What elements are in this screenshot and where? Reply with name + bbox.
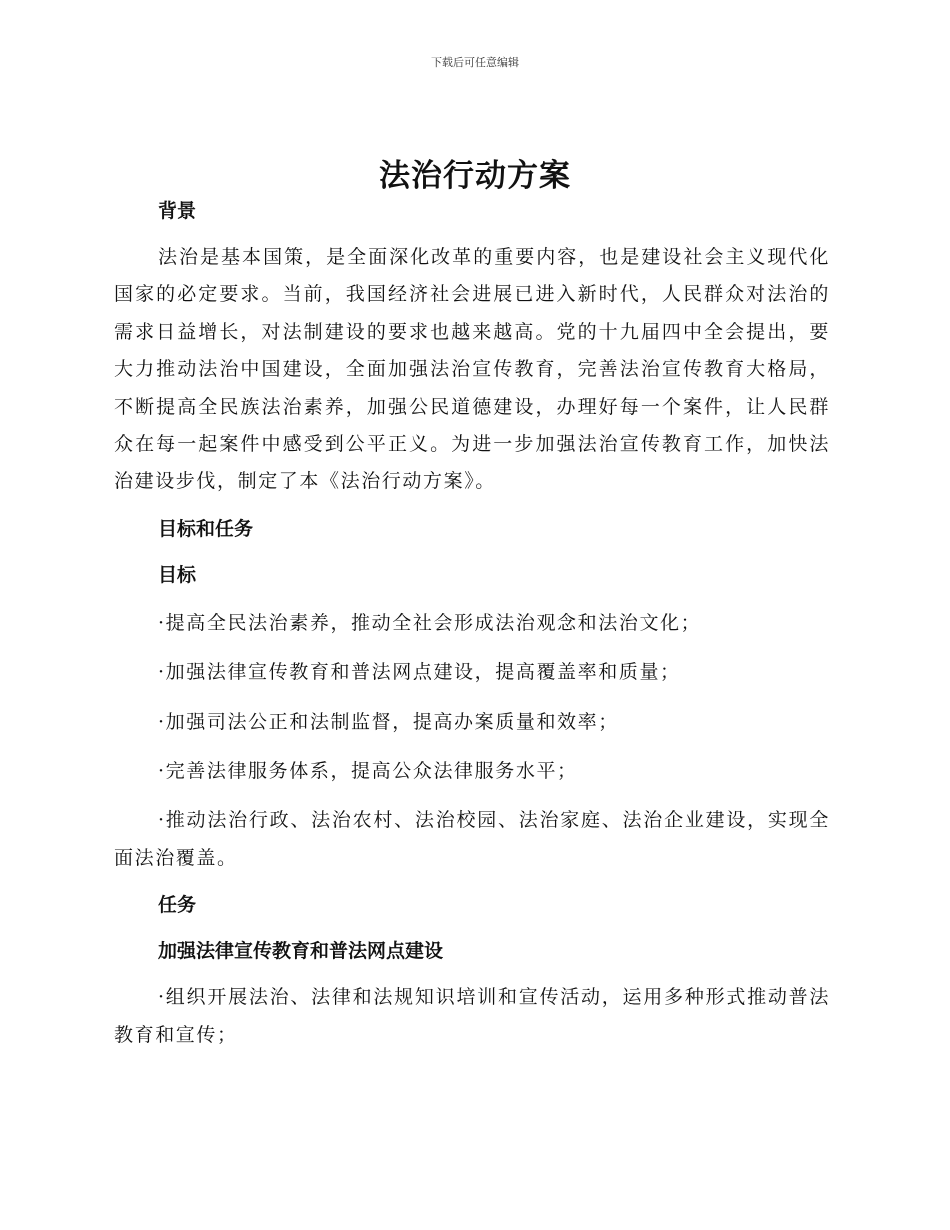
section-heading-goals-tasks: 目标和任务 bbox=[158, 517, 254, 540]
background-paragraph: 法治是基本国策，是全面深化改革的重要内容，也是建设社会主义现代化国家的必定要求。当前，我国经济社会进展已进入新时代，人民群众对法治的需求日益增长，对法制建设的要求也越来越高。党的十九届四中全会提出，要大力推动法治中国建设，全面加强法治宣传教育，完善法治宣传教育大格局，不断提高全民族法治素养，加强公民道德建设，办理好每一个案件，让人民群众在每一起案件中感受到公平正义。为进一步加强法治宣传教育工作，加快法治建设步伐，制定了本《法治行动方案》。 bbox=[114, 246, 830, 493]
task-item: ·组织开展法治、法律和法规知识培训和宣传活动，运用多种形式推动普法教育和宣传； bbox=[114, 986, 830, 1046]
goal-item: ·提高全民法治素养，推动全社会形成法治观念和法治文化； bbox=[158, 611, 702, 634]
document-title: 法治行动方案 bbox=[379, 158, 571, 194]
page-header: 下载后可任意编辑 bbox=[431, 56, 519, 69]
section-heading-tasks: 任务 bbox=[158, 894, 197, 917]
goal-item: ·完善法律服务体系，提高公众法律服务水平； bbox=[158, 760, 578, 783]
goal-item: ·加强司法公正和法制监督，提高办案质量和效率； bbox=[158, 710, 619, 733]
subsection-heading-task1: 加强法律宣传教育和普法网点建设 bbox=[158, 940, 444, 963]
section-heading-background: 背景 bbox=[158, 200, 197, 222]
document-body bbox=[114, 195, 830, 1054]
goal-item: ·推动法治行政、法治农村、法治校园、法治家庭、法治企业建设，实现全面法治覆盖。 bbox=[114, 809, 830, 869]
section-heading-goals: 目标 bbox=[158, 563, 197, 586]
goal-item: ·加强法律宣传教育和普法网点建设，提高覆盖率和质量； bbox=[158, 661, 681, 684]
